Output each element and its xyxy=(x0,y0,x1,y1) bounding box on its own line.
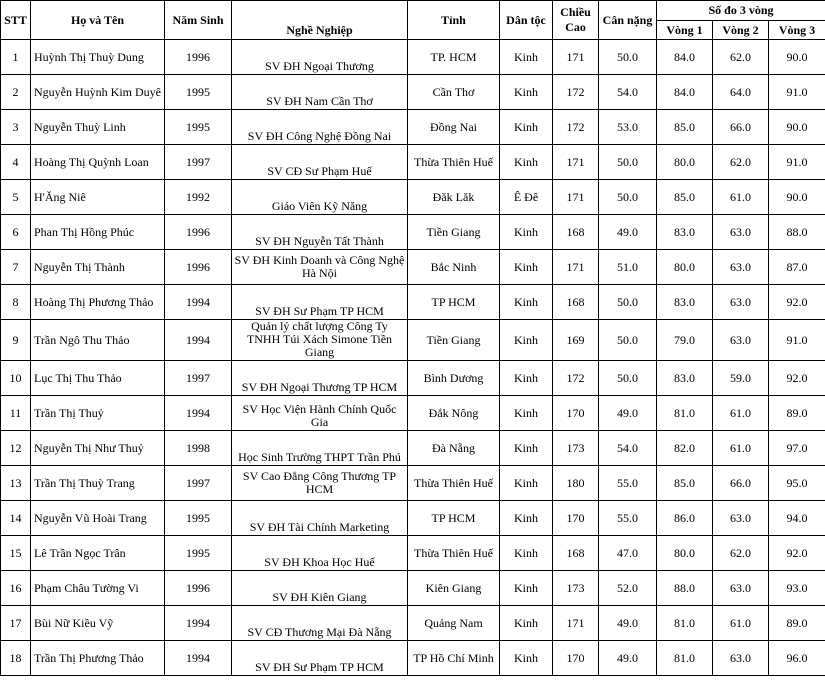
cell-weight: 53.0 xyxy=(599,110,657,145)
cell-weight: 52.0 xyxy=(599,571,657,606)
cell-job: SV Học Viện Hành Chính Quốc Gia xyxy=(232,396,408,431)
cell-round1: 85.0 xyxy=(657,110,713,145)
header-name: Họ và Tên xyxy=(31,1,165,40)
cell-ethnicity: Kinh xyxy=(500,641,553,676)
table-row xyxy=(1,396,825,431)
cell-height: 170 xyxy=(553,641,599,676)
cell-stt: 5 xyxy=(1,180,31,215)
cell-name: Hoàng Thị Quỳnh Loan xyxy=(31,145,165,180)
cell-year: 1998 xyxy=(165,431,232,466)
cell-ethnicity: Kinh xyxy=(500,571,553,606)
cell-job: SV ĐH Sư Phạm TP HCM xyxy=(232,641,408,676)
cell-height: 170 xyxy=(553,396,599,431)
cell-name: Trần Thị Phương Thảo xyxy=(31,641,165,676)
cell-year: 1994 xyxy=(165,396,232,431)
header-weight: Cân nặng xyxy=(599,1,657,40)
cell-name: Nguyễn Vũ Hoài Trang xyxy=(31,501,165,536)
cell-year: 1996 xyxy=(165,250,232,285)
cell-name: Trần Ngô Thu Thảo xyxy=(31,320,165,361)
cell-job: SV ĐH Ngoại Thương TP HCM xyxy=(232,361,408,396)
cell-ethnicity: Kinh xyxy=(500,285,553,320)
header-round2: Vòng 2 xyxy=(713,21,769,40)
cell-ethnicity: Ê Đê xyxy=(500,180,553,215)
cell-height: 172 xyxy=(553,361,599,396)
cell-year: 1995 xyxy=(165,75,232,110)
cell-round2: 59.0 xyxy=(713,361,769,396)
cell-weight: 54.0 xyxy=(599,431,657,466)
cell-weight: 49.0 xyxy=(599,215,657,250)
cell-height: 180 xyxy=(553,466,599,501)
table-row xyxy=(1,110,825,145)
cell-round2: 63.0 xyxy=(713,641,769,676)
cell-height: 172 xyxy=(553,75,599,110)
cell-province: Tiền Giang xyxy=(408,320,500,361)
table-row xyxy=(1,466,825,501)
table-row xyxy=(1,536,825,571)
cell-name: Nguyễn Thuỳ Linh xyxy=(31,110,165,145)
cell-year: 1997 xyxy=(165,361,232,396)
cell-height: 170 xyxy=(553,501,599,536)
cell-stt: 15 xyxy=(1,536,31,571)
cell-round3: 91.0 xyxy=(769,145,825,180)
cell-weight: 49.0 xyxy=(599,396,657,431)
cell-province: Thừa Thiên Huế xyxy=(408,536,500,571)
cell-round3: 92.0 xyxy=(769,536,825,571)
cell-height: 168 xyxy=(553,285,599,320)
cell-ethnicity: Kinh xyxy=(500,431,553,466)
cell-round2: 64.0 xyxy=(713,75,769,110)
cell-job: SV ĐH Công Nghệ Đồng Nai xyxy=(232,110,408,145)
cell-ethnicity: Kinh xyxy=(500,396,553,431)
cell-round3: 97.0 xyxy=(769,431,825,466)
cell-job: SV ĐH Kiên Giang xyxy=(232,571,408,606)
cell-round2: 61.0 xyxy=(713,606,769,641)
cell-weight: 49.0 xyxy=(599,606,657,641)
cell-year: 1996 xyxy=(165,215,232,250)
cell-round2: 66.0 xyxy=(713,110,769,145)
cell-round1: 80.0 xyxy=(657,250,713,285)
cell-round1: 80.0 xyxy=(657,145,713,180)
cell-province: Đà Nẵng xyxy=(408,431,500,466)
cell-year: 1995 xyxy=(165,110,232,145)
header-row xyxy=(1,1,825,21)
cell-year: 1994 xyxy=(165,285,232,320)
cell-height: 171 xyxy=(553,250,599,285)
cell-round2: 63.0 xyxy=(713,215,769,250)
cell-round3: 88.0 xyxy=(769,215,825,250)
cell-stt: 3 xyxy=(1,110,31,145)
cell-ethnicity: Kinh xyxy=(500,40,553,75)
cell-province: Thừa Thiên Huế xyxy=(408,145,500,180)
cell-name: Trần Thị Thuỷ xyxy=(31,396,165,431)
cell-province: Tiền Giang xyxy=(408,215,500,250)
cell-ethnicity: Kinh xyxy=(500,361,553,396)
cell-year: 1997 xyxy=(165,145,232,180)
cell-ethnicity: Kinh xyxy=(500,320,553,361)
table-row xyxy=(1,501,825,536)
cell-round3: 90.0 xyxy=(769,180,825,215)
cell-weight: 49.0 xyxy=(599,641,657,676)
cell-weight: 50.0 xyxy=(599,180,657,215)
cell-stt: 16 xyxy=(1,571,31,606)
cell-province: Bắc Ninh xyxy=(408,250,500,285)
cell-height: 168 xyxy=(553,215,599,250)
cell-ethnicity: Kinh xyxy=(500,536,553,571)
cell-round1: 80.0 xyxy=(657,536,713,571)
table-row xyxy=(1,40,825,75)
cell-height: 171 xyxy=(553,606,599,641)
cell-stt: 13 xyxy=(1,466,31,501)
header-stt: STT xyxy=(1,1,31,40)
cell-round1: 84.0 xyxy=(657,75,713,110)
cell-round1: 85.0 xyxy=(657,180,713,215)
table-row xyxy=(1,320,825,361)
cell-round3: 93.0 xyxy=(769,571,825,606)
cell-stt: 7 xyxy=(1,250,31,285)
cell-year: 1995 xyxy=(165,501,232,536)
cell-round2: 61.0 xyxy=(713,180,769,215)
cell-stt: 2 xyxy=(1,75,31,110)
cell-name: Lục Thị Thu Thảo xyxy=(31,361,165,396)
cell-province: Bình Dương xyxy=(408,361,500,396)
cell-round2: 61.0 xyxy=(713,431,769,466)
cell-stt: 10 xyxy=(1,361,31,396)
cell-year: 1997 xyxy=(165,466,232,501)
table-row xyxy=(1,285,825,320)
table-row xyxy=(1,75,825,110)
cell-province: TP HCM xyxy=(408,285,500,320)
cell-stt: 8 xyxy=(1,285,31,320)
cell-job: SV ĐH Nam Cần Thơ xyxy=(232,75,408,110)
cell-job: Quản lý chất lượng Công Ty TNHH Túi Xách Simone Tiền Giang xyxy=(232,320,408,361)
cell-name: Hoàng Thị Phương Thảo xyxy=(31,285,165,320)
cell-round2: 62.0 xyxy=(713,40,769,75)
cell-ethnicity: Kinh xyxy=(500,215,553,250)
table-row xyxy=(1,250,825,285)
cell-year: 1996 xyxy=(165,40,232,75)
cell-weight: 51.0 xyxy=(599,250,657,285)
cell-weight: 47.0 xyxy=(599,536,657,571)
cell-round1: 84.0 xyxy=(657,40,713,75)
cell-round1: 85.0 xyxy=(657,466,713,501)
cell-province: Đăk Lăk xyxy=(408,180,500,215)
cell-ethnicity: Kinh xyxy=(500,145,553,180)
cell-round2: 62.0 xyxy=(713,536,769,571)
cell-year: 1995 xyxy=(165,536,232,571)
cell-height: 171 xyxy=(553,40,599,75)
cell-province: Cần Thơ xyxy=(408,75,500,110)
cell-stt: 4 xyxy=(1,145,31,180)
cell-ethnicity: Kinh xyxy=(500,466,553,501)
cell-job: Giáo Viên Kỹ Năng xyxy=(232,180,408,215)
table-row xyxy=(1,361,825,396)
cell-round3: 89.0 xyxy=(769,606,825,641)
cell-ethnicity: Kinh xyxy=(500,75,553,110)
cell-round2: 63.0 xyxy=(713,320,769,361)
header-measurements: Số đo 3 vòng xyxy=(657,1,825,21)
header-ethnicity: Dân tộc xyxy=(500,1,553,40)
cell-round2: 63.0 xyxy=(713,501,769,536)
cell-height: 172 xyxy=(553,110,599,145)
cell-height: 173 xyxy=(553,431,599,466)
cell-name: Phạm Châu Tường Vi xyxy=(31,571,165,606)
cell-stt: 11 xyxy=(1,396,31,431)
cell-round1: 83.0 xyxy=(657,285,713,320)
cell-round3: 96.0 xyxy=(769,641,825,676)
cell-round2: 66.0 xyxy=(713,466,769,501)
cell-year: 1994 xyxy=(165,606,232,641)
cell-job: SV ĐH Khoa Học Huế xyxy=(232,536,408,571)
cell-job: SV CĐ Thương Mại Đà Nẵng xyxy=(232,606,408,641)
cell-round3: 95.0 xyxy=(769,466,825,501)
cell-round3: 90.0 xyxy=(769,40,825,75)
cell-name: Bùi Nữ Kiều Vỹ xyxy=(31,606,165,641)
cell-ethnicity: Kinh xyxy=(500,501,553,536)
cell-name: H'Ăng Niê xyxy=(31,180,165,215)
cell-stt: 6 xyxy=(1,215,31,250)
cell-round1: 83.0 xyxy=(657,215,713,250)
cell-name: Phan Thị Hồng Phúc xyxy=(31,215,165,250)
cell-job: SV Cao Đẳng Công Thương TP HCM xyxy=(232,466,408,501)
table-row xyxy=(1,641,825,676)
cell-round2: 63.0 xyxy=(713,250,769,285)
cell-weight: 55.0 xyxy=(599,501,657,536)
cell-year: 1992 xyxy=(165,180,232,215)
cell-round2: 63.0 xyxy=(713,571,769,606)
cell-name: Trần Thị Thuỳ Trang xyxy=(31,466,165,501)
cell-weight: 55.0 xyxy=(599,466,657,501)
cell-province: Quảng Nam xyxy=(408,606,500,641)
cell-stt: 1 xyxy=(1,40,31,75)
cell-round1: 81.0 xyxy=(657,641,713,676)
cell-height: 168 xyxy=(553,536,599,571)
table-row xyxy=(1,180,825,215)
header-height: Chiều Cao xyxy=(553,1,599,40)
cell-name: Huỳnh Thị Thuỳ Dung xyxy=(31,40,165,75)
cell-province: Đắk Nông xyxy=(408,396,500,431)
cell-job: SV ĐH Kinh Doanh và Công Nghệ Hà Nội xyxy=(232,250,408,285)
cell-stt: 18 xyxy=(1,641,31,676)
cell-height: 173 xyxy=(553,571,599,606)
cell-round3: 92.0 xyxy=(769,361,825,396)
cell-round1: 83.0 xyxy=(657,361,713,396)
header-round1: Vòng 1 xyxy=(657,21,713,40)
cell-height: 171 xyxy=(553,145,599,180)
cell-year: 1996 xyxy=(165,571,232,606)
cell-name: Nguyễn Thị Như Thuỷ xyxy=(31,431,165,466)
cell-height: 169 xyxy=(553,320,599,361)
cell-round1: 81.0 xyxy=(657,396,713,431)
cell-round3: 91.0 xyxy=(769,75,825,110)
cell-province: Kiên Giang xyxy=(408,571,500,606)
cell-round3: 87.0 xyxy=(769,250,825,285)
table-row xyxy=(1,145,825,180)
cell-job: SV ĐH Tài Chính Marketing xyxy=(232,501,408,536)
cell-round1: 86.0 xyxy=(657,501,713,536)
cell-weight: 50.0 xyxy=(599,145,657,180)
cell-weight: 50.0 xyxy=(599,285,657,320)
cell-name: Nguyễn Thị Thành xyxy=(31,250,165,285)
header-job: Nghề Nghiệp xyxy=(232,1,408,40)
cell-round3: 94.0 xyxy=(769,501,825,536)
cell-year: 1994 xyxy=(165,641,232,676)
cell-round3: 92.0 xyxy=(769,285,825,320)
cell-stt: 17 xyxy=(1,606,31,641)
cell-stt: 14 xyxy=(1,501,31,536)
cell-ethnicity: Kinh xyxy=(500,606,553,641)
header-round3: Vòng 3 xyxy=(769,21,825,40)
cell-job: SV ĐH Sư Phạm TP HCM xyxy=(232,285,408,320)
cell-round3: 90.0 xyxy=(769,110,825,145)
cell-round3: 91.0 xyxy=(769,320,825,361)
table-row xyxy=(1,215,825,250)
cell-round1: 88.0 xyxy=(657,571,713,606)
cell-round3: 89.0 xyxy=(769,396,825,431)
cell-name: Lê Trần Ngọc Trân xyxy=(31,536,165,571)
cell-job: Học Sinh Trường THPT Trần Phú xyxy=(232,431,408,466)
cell-province: TP. HCM xyxy=(408,40,500,75)
cell-weight: 50.0 xyxy=(599,320,657,361)
cell-stt: 9 xyxy=(1,320,31,361)
cell-name: Nguyễn Huỳnh Kim Duyê xyxy=(31,75,165,110)
header-year: Năm Sinh xyxy=(165,1,232,40)
cell-round1: 79.0 xyxy=(657,320,713,361)
cell-round1: 82.0 xyxy=(657,431,713,466)
cell-province: TP Hồ Chí Minh xyxy=(408,641,500,676)
cell-year: 1994 xyxy=(165,320,232,361)
cell-weight: 54.0 xyxy=(599,75,657,110)
cell-ethnicity: Kinh xyxy=(500,250,553,285)
cell-height: 171 xyxy=(553,180,599,215)
cell-province: TP HCM xyxy=(408,501,500,536)
cell-round2: 62.0 xyxy=(713,145,769,180)
cell-round2: 63.0 xyxy=(713,285,769,320)
cell-province: Thừa Thiên Huế xyxy=(408,466,500,501)
cell-job: SV CĐ Sư Phạm Huế xyxy=(232,145,408,180)
table-row xyxy=(1,606,825,641)
table-row xyxy=(1,431,825,466)
header-province: Tỉnh xyxy=(408,1,500,40)
cell-round1: 81.0 xyxy=(657,606,713,641)
cell-weight: 50.0 xyxy=(599,361,657,396)
table-row xyxy=(1,571,825,606)
cell-stt: 12 xyxy=(1,431,31,466)
cell-province: Đồng Nai xyxy=(408,110,500,145)
cell-job: SV ĐH Ngoại Thương xyxy=(232,40,408,75)
cell-job: SV ĐH Nguyễn Tất Thành xyxy=(232,215,408,250)
cell-weight: 50.0 xyxy=(599,40,657,75)
cell-ethnicity: Kinh xyxy=(500,110,553,145)
cell-round2: 61.0 xyxy=(713,396,769,431)
